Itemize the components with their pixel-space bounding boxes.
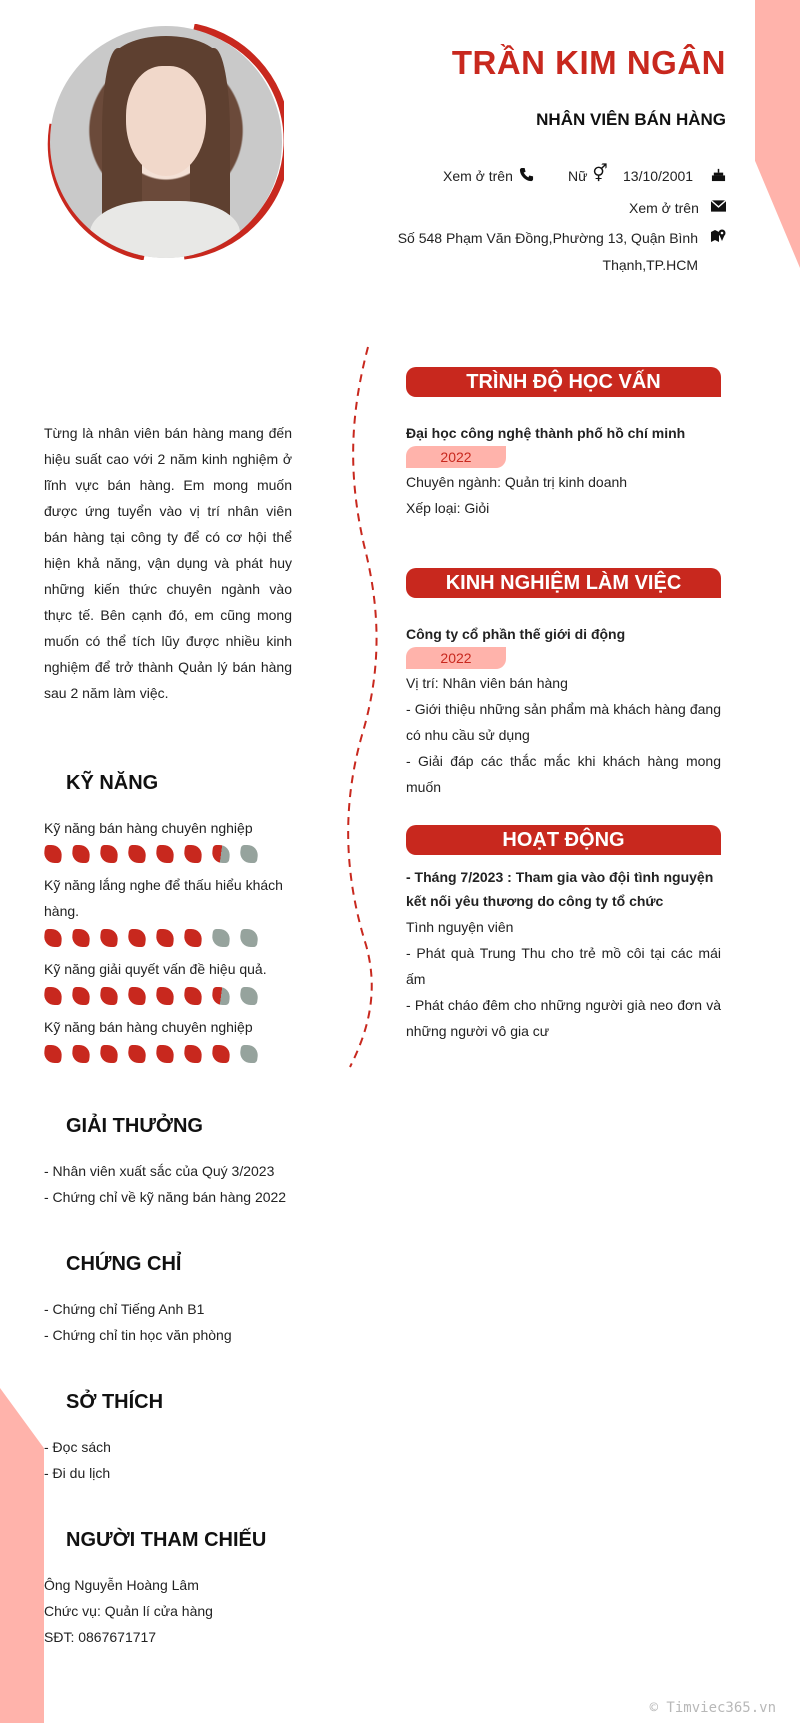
gender-value: Nữ xyxy=(568,168,588,184)
activity-item-1: - Phát quà Trung Thu cho trẻ mồ côi tại các mái ấm xyxy=(406,945,721,987)
activities-banner: HOẠT ĐỘNG xyxy=(406,825,721,855)
rating-leaf xyxy=(99,987,120,1005)
certificate-item-2: - Chứng chỉ tin học văn phòng xyxy=(44,1327,232,1343)
experience-banner: KINH NGHIỆM LÀM VIỆC xyxy=(406,568,721,598)
decor-corner-top-right xyxy=(755,0,800,268)
education-major: Chuyên ngành: Quản trị kinh doanh xyxy=(406,474,628,490)
experience-duty-1: - Giới thiệu những sản phẩm mà khách hàng đang có nhu cầu sử dụng xyxy=(406,701,721,743)
rating-leaf xyxy=(71,987,92,1005)
skill-name-4: Kỹ năng bán hàng chuyên nghiệp xyxy=(44,1019,253,1035)
phone-icon xyxy=(518,167,534,183)
rating-leaf xyxy=(127,929,148,947)
rating-leaf xyxy=(239,929,260,947)
skill-rating-1 xyxy=(44,845,258,863)
gender-icon: ⚥ xyxy=(592,164,608,183)
awards-title: GIẢI THƯỞNG xyxy=(66,1115,203,1137)
rating-leaf xyxy=(155,987,176,1005)
skill-rating-2 xyxy=(44,929,258,947)
address-line-1: Số 548 Phạm Văn Đồng,Phường 13, Quận Bình xyxy=(397,230,698,246)
rating-leaf xyxy=(211,845,232,863)
decor-corner-bottom-left xyxy=(0,1388,44,1723)
rating-leaf xyxy=(127,1045,148,1063)
career-objective: Từng là nhân viên bán hàng mang đến hiệu suất cao với 2 năm kinh nghiệm ở lĩnh vực bán hàng. Em mong muốn được ứng tuyển vào vị trí nhân viên bán hàng tại công ty để có cơ hội thể hiện khả năng, vận dụng và phát huy những kiến thức chuyên ngành vào thực tế. Bên cạnh đó, em cũng mong muốn có thể tích lũy được nhiều kinh nghiệm để trở thành Quản lý bán hàng sau 2 năm làm việc. xyxy=(44,425,292,701)
certificate-item-1: - Chứng chỉ Tiếng Anh B1 xyxy=(44,1301,205,1317)
activity-item-2: - Phát cháo đêm cho những người già neo đơn và những người vô gia cư xyxy=(406,997,721,1039)
skill-rating-4 xyxy=(44,1045,258,1063)
hobby-item-1: - Đọc sách xyxy=(44,1439,111,1455)
rating-leaf xyxy=(211,1045,232,1063)
candidate-name: TRẦN KIM NGÂN xyxy=(451,44,726,81)
rating-leaf xyxy=(43,987,64,1005)
rating-leaf xyxy=(71,929,92,947)
job-title: NHÂN VIÊN BÁN HÀNG xyxy=(536,110,726,129)
experience-position: Vị trí: Nhân viên bán hàng xyxy=(406,675,568,691)
rating-leaf xyxy=(99,1045,120,1063)
rating-leaf xyxy=(239,845,260,863)
award-item-1: - Nhân viên xuất sắc của Quý 3/2023 xyxy=(44,1163,275,1179)
email-value: Xem ở trên xyxy=(629,200,699,216)
rating-leaf xyxy=(43,1045,64,1063)
birthday-cake-icon xyxy=(710,167,726,183)
rating-leaf xyxy=(211,929,232,947)
email-icon xyxy=(710,199,726,215)
rating-leaf xyxy=(239,1045,260,1063)
birthday-value: 13/10/2001 xyxy=(623,168,694,184)
experience-company: Công ty cổ phần thế giới di động xyxy=(406,626,626,642)
skill-name-2: Kỹ năng lắng nghe để thấu hiểu khách xyxy=(44,877,283,893)
experience-year: 2022 xyxy=(406,647,506,669)
phone-value: Xem ở trên xyxy=(443,168,513,184)
rating-leaf xyxy=(127,987,148,1005)
rating-leaf xyxy=(43,845,64,863)
rating-leaf xyxy=(43,929,64,947)
reference-position: Chức vụ: Quản lí cửa hàng xyxy=(44,1603,213,1619)
certificates-title: CHỨNG CHỈ xyxy=(66,1253,182,1275)
rating-leaf xyxy=(99,929,120,947)
skill-rating-3 xyxy=(44,987,258,1005)
rating-leaf xyxy=(155,845,176,863)
education-school: Đại học công nghệ thành phố hồ chí minh xyxy=(406,425,686,441)
rating-leaf xyxy=(127,845,148,863)
rating-leaf xyxy=(183,845,204,863)
rating-leaf xyxy=(183,987,204,1005)
map-marker-icon xyxy=(710,228,726,244)
education-banner: TRÌNH ĐỘ HỌC VẤN xyxy=(406,367,721,397)
activity-event: - Tháng 7/2023 : Tham gia vào đội tình nguyện kết nối yêu thương do công ty tổ chức xyxy=(406,869,714,909)
reference-phone: SĐT: 0867671717 xyxy=(44,1629,157,1645)
rating-leaf xyxy=(211,987,232,1005)
award-item-2: - Chứng chỉ về kỹ năng bán hàng 2022 xyxy=(44,1189,287,1205)
rating-leaf xyxy=(155,1045,176,1063)
education-year: 2022 xyxy=(406,446,506,468)
skills-title: KỸ NĂNG xyxy=(66,772,159,794)
skill-name-2-line2: hàng. xyxy=(44,903,80,919)
experience-duty-2: - Giải đáp các thắc mắc khi khách hàng mong muốn xyxy=(406,753,721,795)
skill-name-1: Kỹ năng bán hàng chuyên nghiệp xyxy=(44,820,253,836)
rating-leaf xyxy=(71,1045,92,1063)
rating-leaf xyxy=(183,929,204,947)
rating-leaf xyxy=(239,987,260,1005)
rating-leaf xyxy=(99,845,120,863)
dashed-divider xyxy=(340,345,390,1070)
activity-role: Tình nguyện viên xyxy=(406,919,514,935)
watermark: © Timviec365.vn xyxy=(649,1700,776,1716)
reference-name: Ông Nguyễn Hoàng Lâm xyxy=(44,1577,199,1593)
education-grade: Xếp loại: Giỏi xyxy=(406,500,490,516)
hobby-item-2: - Đi du lịch xyxy=(44,1465,111,1481)
avatar xyxy=(50,26,282,258)
address-line-2: Thạnh,TP.HCM xyxy=(602,257,698,273)
hobbies-title: SỞ THÍCH xyxy=(66,1391,164,1413)
rating-leaf xyxy=(183,1045,204,1063)
skill-name-3: Kỹ năng giải quyết vấn đề hiệu quả. xyxy=(44,961,267,977)
rating-leaf xyxy=(155,929,176,947)
rating-leaf xyxy=(71,845,92,863)
references-title: NGƯỜI THAM CHIẾU xyxy=(66,1529,267,1551)
